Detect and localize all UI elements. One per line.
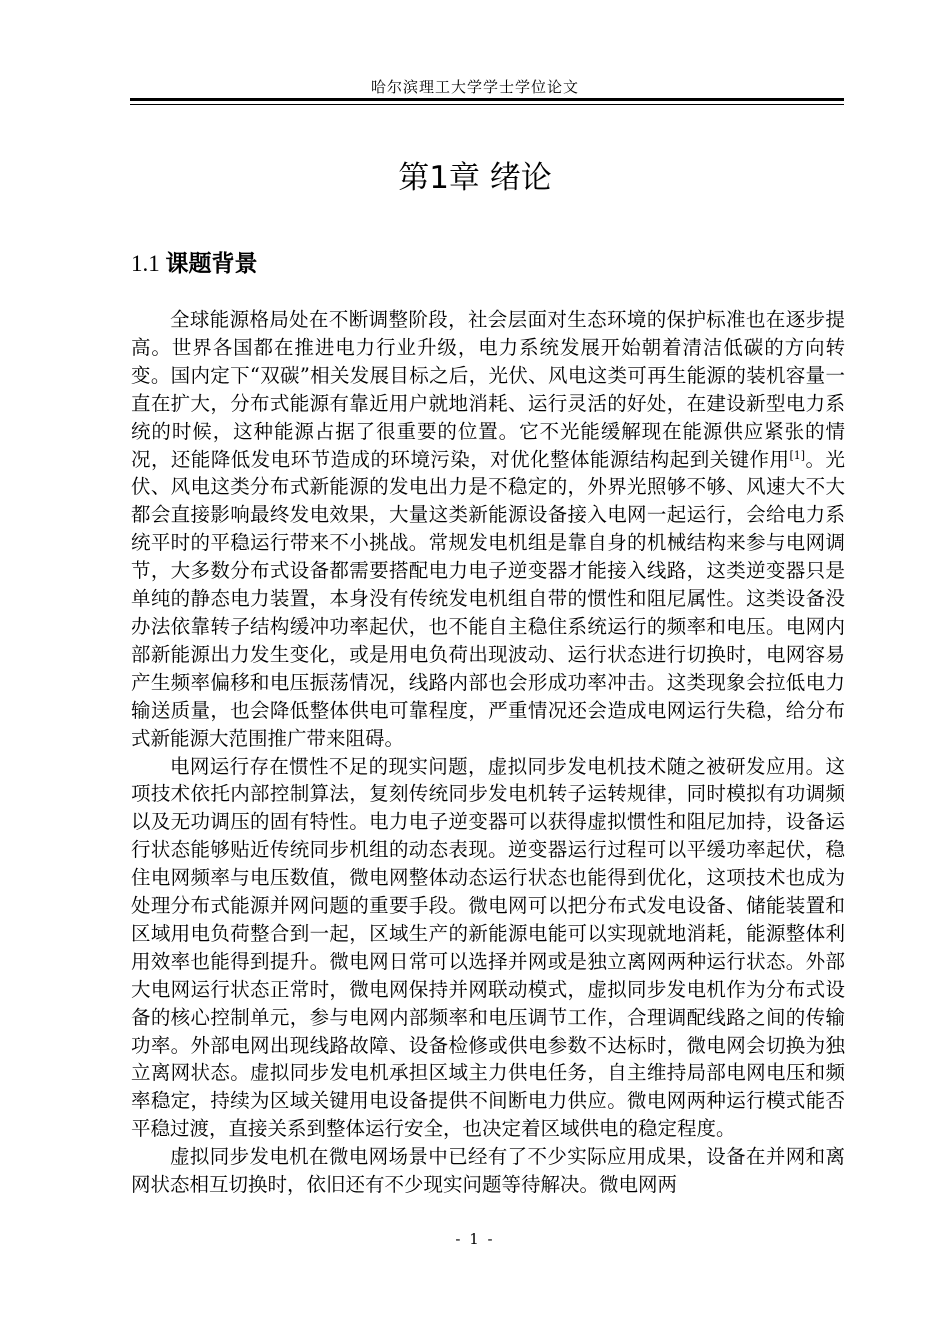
running-header: 哈尔滨理工大学学士学位论文 <box>370 78 579 96</box>
paragraph-1-part-2: 。光伏、风电这类分布式新能源的发电出力是不稳定的，外界光照够不够、风速大不大都会直接影响最终发电效果，大量这类新能源设备接入电网一起运行，会给电力系统平时的平稳运行带来不小挑战。常规发电机组是靠自身的机械结构来参与电网调节，大多数分布式设备都需要搭配电力电子逆变器才能接入线路，这类逆变器只是单纯的静态电力装置，本身没有传统发电机组自带的惯性和阻尼属性。这类设备没办法依靠转子结构缓冲功率起伏，也不能自主稳住系统运行的频率和电压。电网内部新能源出力发生变化，或是用电负荷出现波动、运行状态进行切换时，电网容易产生频率偏移和电压振荡情况，线路内部也会形成功率冲击。这类现象会拉低电力输送质量，也会降低整体供电可靠程度，严重情况还会造成电网运行失稳，给分布式新能源大范围推广带来阻碍。 <box>131 447 845 750</box>
chapter-title: 第1章 绪论 <box>398 160 552 196</box>
paragraph-3: 虚拟同步发电机在微电网场景中已经有了不少实际应用成果，设备在并网和离网状态相互切换时，依旧还有不少现实问题等待解决。微电网两 <box>131 1145 845 1197</box>
header-rule-thin <box>130 104 844 105</box>
paragraph-1 <box>131 306 845 753</box>
section-heading <box>131 245 258 278</box>
header-rule-thick <box>130 98 844 101</box>
paragraph-2: 电网运行存在惯性不足的现实问题，虚拟同步发电机技术随之被研发应用。这项技术依托内部控制算法，复刻传统同步发电机转子运转规律，同时模拟有功调频以及无功调压的固有特性。电力电子逆变器可以获得虚拟惯性和阻尼加持，设备运行状态能够贴近传统同步机组的动态表现。逆变器运行过程可以平缓功率起伏，稳住电网频率与电压数值，微电网整体动态运行状态也能得到优化，这项技术也成为处理分布式能源并网问题的重要手段。微电网可以把分布式发电设备、储能装置和区域用电负荷整合到一起，区域生产的新能源电能可以实现就地消耗，能源整体利用效率也能得到提升。微电网日常可以选择并网或是独立离网两种运行状态。外部大电网运行状态正常时，微电网保持并网联动模式，虚拟同步发电机作为分布式设备的核心控制单元，参与电网内部频率和电压调节工作，合理调配线路之间的传输功率。外部电网出现线路故障、设备检修或供电参数不达标时，微电网会切换为独立离网状态。虚拟同步发电机承担区域主力供电任务，自主维持局部电网电压和频率稳定，持续为区域关键用电设备提供不间断电力供应。微电网两种运行模式能否平稳过渡，直接关系到整体运行安全，也决定着区域供电的稳定程度。 <box>131 754 845 1141</box>
citation-1[interactable]: [1] <box>789 448 806 462</box>
body-text <box>131 306 845 1199</box>
page-number: - 1 - <box>455 1230 495 1248</box>
section-number: 1.1 <box>131 251 166 276</box>
section-title: 课题背景 <box>165 251 258 277</box>
paragraph-1-part-1: 全球能源格局处在不断调整阶段，社会层面对生态环境的保护标准也在逐步提高。世界各国都在推进电力行业升级，电力系统发展开始朝着清洁低碳的方向转变。国内定下“双碳”相关发展目标之后，光伏、风电这类可再生能源的装机容量一直在扩大，分布式能源有靠近用户就地消耗、运行灵活的好处，在建设新型电力系统的时候，这种能源占据了很重要的位置。它不光能缓解现在能源供应紧张的情况，还能降低发电环节造成的环境污染，对优化整体能源结构起到关键作用 <box>131 308 845 471</box>
